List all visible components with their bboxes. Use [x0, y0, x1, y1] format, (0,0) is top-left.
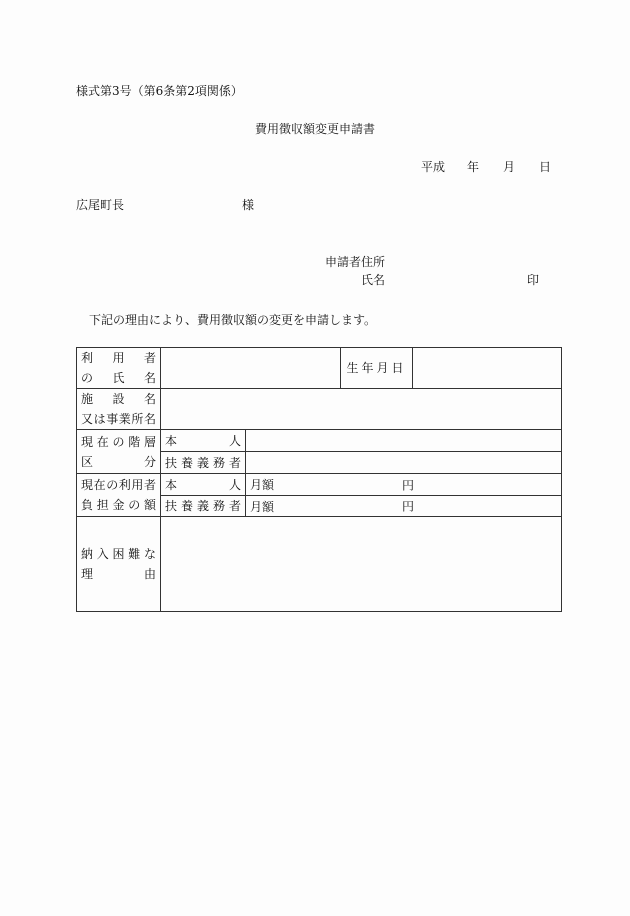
burden-self-field[interactable] [246, 474, 562, 496]
addressee-name: 広尾町長 [76, 198, 125, 212]
tier-self-label: 本 人 [161, 430, 246, 452]
birthdate-label: 生年月日 [341, 348, 413, 389]
date-month: 月 [503, 160, 516, 174]
document-title: 費用徴収額変更申請書 [255, 122, 376, 136]
burden-label: 現在の利用者 負担金の額 [77, 474, 161, 517]
tier-supporter-label: 扶養義務者 [161, 452, 246, 474]
yen-label: 円 [402, 499, 415, 514]
tier-self-field[interactable] [246, 430, 562, 452]
date-era: 平成 [421, 160, 446, 174]
addressee-honorific: 様 [242, 198, 255, 212]
tier-label: 現在の階層 区 分 [77, 430, 161, 474]
burden-supporter-field[interactable] [246, 496, 562, 517]
reason-label: 納入困難な 理 由 [77, 517, 161, 612]
applicant-address-label: 申請者住所 [325, 255, 386, 269]
form-number: 様式第3号（第6条第2項関係） [76, 84, 243, 98]
reason-field[interactable] [161, 517, 562, 612]
date-day: 日 [539, 160, 552, 174]
burden-supporter-label: 扶養義務者 [161, 496, 246, 517]
tier-supporter-field[interactable] [246, 452, 562, 474]
user-name-label: 利 用 者 の 氏 名 [77, 348, 161, 389]
birthdate-field[interactable] [413, 348, 562, 389]
application-table [76, 347, 562, 612]
monthly-label: 月額 [250, 478, 275, 492]
user-name-field[interactable] [161, 348, 341, 389]
monthly-label: 月額 [250, 499, 275, 514]
date-year: 年 [467, 160, 480, 174]
yen-label: 円 [402, 478, 415, 492]
seal-mark: 印 [527, 273, 540, 287]
facility-field[interactable] [161, 389, 562, 430]
burden-self-label: 本 人 [161, 474, 246, 496]
facility-label: 施 設 名 又は事業所名 [77, 389, 161, 430]
applicant-name-label: 氏名 [361, 273, 386, 287]
intro-text: 下記の理由により、費用徴収額の変更を申請します。 [89, 313, 377, 327]
